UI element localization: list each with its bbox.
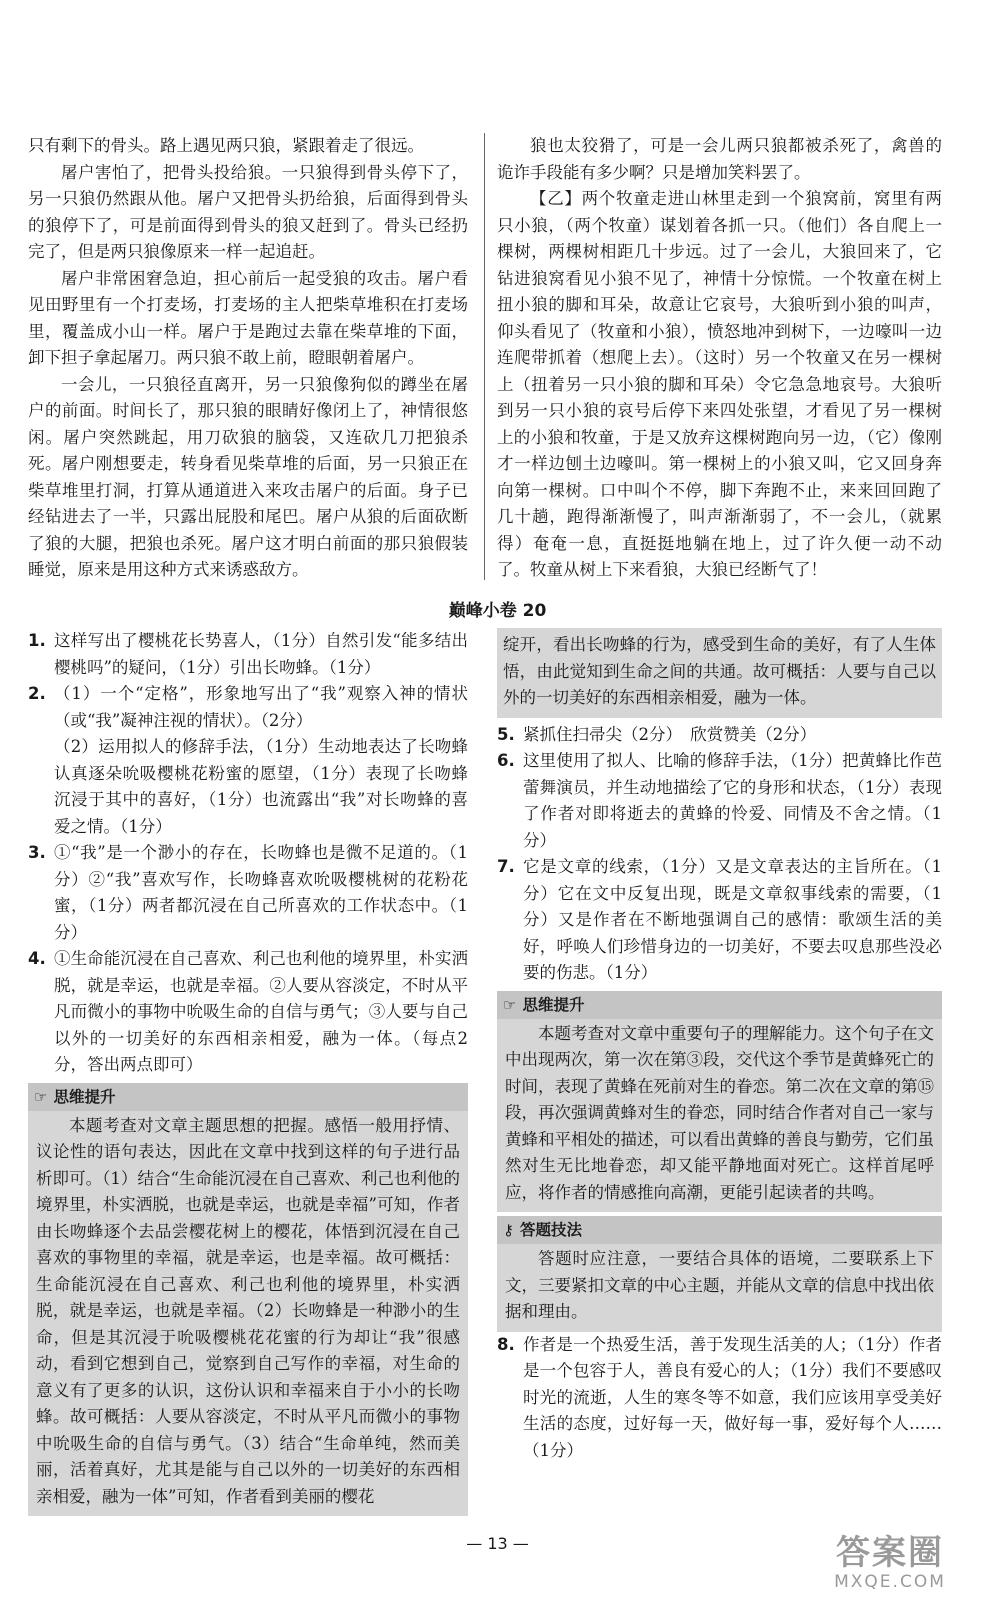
item-number: 1. [28, 631, 46, 650]
watermark-logo [815, 1534, 965, 1594]
item-number: 5. [497, 724, 515, 744]
tip-body: 答题时应注意，一要结合具体的语境，二要联系上下文，三要紧扣文章的中心主题，并能从文章的信息中找出依据和理由。 [505, 1249, 934, 1321]
paragraph: 狼也太狡猾了，可是一会儿两只狼都被杀死了，禽兽的诡诈手段能有多少啊？只是增加笑料罢了。 [497, 136, 942, 182]
key-icon: ⚷ [503, 1221, 514, 1239]
item-number: 8. [497, 1334, 515, 1354]
answer-technique-box [497, 1216, 942, 1332]
watermark-text: 答案圈 [836, 1533, 944, 1573]
thinking-tip-box [28, 1083, 468, 1517]
answer-text: （2）运用拟人的修辞手法，（1分）生动地表达了长吻蜂认真逐朵吮吸樱桃花粉蜜的愿望，（1分）表现了长吻蜂沉浸于其中的喜好，（1分）也流露出“我”对长吻蜂的喜爱之情。（1分） [54, 737, 468, 836]
answer-text: ①生命能沉浸在自己喜欢、利己也利他的境界里，朴实洒脱，就是幸运，也就是幸福。②人要从容淡定，不时从平凡而微小的事物中吮吸生命的自信与勇气；③人要与自己以外的一切美好的东西相亲相爱，融为一体。（每点2分，答出两点即可） [54, 949, 468, 1074]
item-number: 3. [28, 843, 46, 862]
bottom-left-column [28, 628, 468, 1516]
answer-text: 作者是一个热爱生活，善于发现生活美的人；（1分）作者是一个包容于人，善良有爱心的人；（1分）我们不要感叹时光的流逝，人生的寒冬等不如意，我们应该用享受美好生活的态度，过好每一天，做好每一事，爱好每个人……（1分） [523, 1334, 942, 1460]
thinking-tip-box [497, 991, 942, 1213]
answer-text: 这样写出了樱桃花长势喜人，（1分）自然引发“能多结出樱桃吗”的疑问，（1分）引出长吻蜂。（1分） [54, 631, 468, 677]
answer-item [28, 628, 468, 681]
answer-item [28, 946, 468, 1079]
tip-heading [28, 1083, 468, 1111]
answer-item [28, 681, 468, 840]
answer-item [497, 1332, 942, 1465]
tip-heading [497, 991, 942, 1019]
answer-text: 它是文章的线索，（1分）又是文章表达的主旨所在。（1分）它在文中反复出现，既是文章叙事线索的需要，（1分）又是作者在不断地强调自己的感情：歌颂生活的美好，呼唤人们珍惜身边的一切美好，不要去叹息那些没必要的伤悲。（1分） [523, 857, 942, 982]
answer-item [497, 748, 942, 854]
pointing-hand-icon: ☞ [503, 995, 517, 1014]
answer-text: 这里使用了拟人、比喻的修辞手法，（1分）把黄蜂比作芭蕾舞演员，并生动地描绘了它的身形和状态，（1分）表现了作者对即将逝去的黄蜂的怜爱、同情及不舍之情。（1分） [523, 751, 942, 850]
top-right-column [497, 133, 942, 584]
tip-body: 本题考查对文章主题思想的把握。感悟一般用抒情、议论性的语句表达，因此在文章中找到这样的句子进行品析即可。（1）结合“生命能沉浸在自己喜欢、利己也利他的境界里，朴实洒脱，也就是幸运，也就是幸福”可知，作者由长吻蜂逐个去品尝樱花树上的樱花，体悟到沉浸在自己喜欢的事物里的幸福，就是幸运，也是幸福。故可概括：生命能沉浸在自己喜欢、利己也利他的境界里，朴实洒脱，就是幸运，也就是幸福。（2）长吻蜂是一种渺小的生命，但是其沉浸于吮吸樱桃花花蜜的行为却让“我”很感动，看到它想到自己，觉察到自己写作的幸福，对生命的意义有了更多的认识，这份认识和幸福来自于小小的长吻蜂。故可概括：人要从容淡定，不时从平凡而微小的事物中吮吸生命的自信与勇气。（3）结合“生命单纯，然而美丽，活着真好，尤其是能与自己以外的一切美好的东西相亲相爱，融为一体”可知，作者看到美丽的樱花 [36, 1115, 460, 1506]
item-number: 6. [497, 751, 515, 770]
pointing-hand-icon: ☞ [34, 1087, 48, 1106]
answer-text: 紧抓住扫帚尖（2分） 欣赏赞美（2分） [523, 724, 817, 744]
item-number: 2. [28, 684, 46, 703]
answer-item [28, 840, 468, 946]
answer-item [497, 854, 942, 987]
paragraph: 一会儿，一只狼径直离开，另一只狼像狗似的蹲坐在屠户的前面。时间长了，那只狼的眼睛好像闭上了，神情很悠闲。屠户突然跳起，用刀砍狼的脑袋，又连砍几刀把狼杀死。屠户刚想要走，转身看见柴草堆的后面，另一只狼正在柴草堆里打洞，打算从通道进入来攻击屠户的后面。身子已经钻进去了一半，只露出屁股和尾巴。屠户从狼的后面砍断了狼的大腿，把狼也杀死。屠户这才明白前面的那只狼假装睡觉，原来是用这种方式来诱惑敌方。 [28, 374, 468, 579]
bottom-right-column [497, 628, 942, 1464]
section-title: 巅峰小卷 20 [448, 601, 547, 621]
tip-heading-label: 思维提升 [53, 1087, 116, 1106]
paragraph: 屠户害怕了，把骨头投给狼。一只狼得到骨头停下了，另一只狼仍然跟从他。屠户又把骨头扔给狼，后面得到骨头的狼停下了，可是前面得到骨头的狼又赶到了。骨头已经扔完了，但是两只狼像原来一样一起追赶。 [28, 162, 468, 261]
tip-heading [497, 1216, 942, 1244]
paragraph: 只有剩下的骨头。路上遇见两只狼，紧跟着走了很远。 [28, 136, 424, 155]
tip-body: 本题考查对文章中重要句子的理解能力。这个句子在文中出现两次，第一次在第③段，交代这个季节是黄蜂死亡的时间，表现了黄蜂在死前对生的眷恋。第二次在文章的第⑮段，再次强调黄蜂对生的眷恋，同时结合作者对自己一家与黄蜂和平相处的描述，可以看出黄蜂的善良与勤劳，它们虽然对生无比地眷恋，却又能平静地面对死亡。这样首尾呼应，将作者的情感推向高潮，更能引起读者的共鸣。 [505, 1023, 934, 1202]
answer-text: ①“我”是一个渺小的存在，长吻蜂也是微不足道的。（1分）②“我”喜欢写作，长吻蜂喜欢吮吸樱桃树的花粉花蜜，（1分）两者都沉浸在自己所喜欢的工作状态中。（1分） [54, 843, 468, 942]
page-number: — 13 — [466, 1534, 529, 1553]
top-left-column [28, 133, 468, 584]
paragraph: 【乙】两个牧童走进山林里走到一个狼窝前，窝里有两只小狼，（两个牧童）谋划着各抓一只。（他们）各自爬上一棵树，两棵树相距几十步远。过了一会儿，大狼回来了，它钻进狼窝看见小狼不见了，神情十分惊慌。一个牧童在树上扭小狼的脚和耳朵，故意让它哀号，大狼听到小狼的叫声，仰头看见了（牧童和小狼），愤怒地冲到树下，一边嚎叫一边连爬带抓着（想爬上去）。（这时）另一个牧童又在另一棵树上（扭着另一只小狼的脚和耳朵）令它急急地哀号。大狼听到另一只小狼的哀号后停下来四处张望，才看见了另一棵树上的小狼和牧童，于是又放弃这棵树跑向另一边，（它）像刚才一样边刨土边嚎叫。第一棵树上的小狼又叫，它又回身奔向第一棵树。口中叫个不停，脚下奔跑不止，来来回回跑了几十趟，跑得渐渐慢了，叫声渐渐弱了，不一会儿，（就累得）奄奄一息，直挺挺地躺在地上，过了许久便一动不动了。牧童从树上下来看狼，大狼已经断气了！ [497, 189, 942, 579]
paragraph: 屠户非常困窘急迫，担心前后一起受狼的攻击。屠户看见田野里有一个打麦场，打麦场的主人把柴草堆积在打麦场里，覆盖成小山一样。屠户于是跑过去靠在柴草堆的下面，卸下担子拿起屠刀。两只狼不敢上前，瞪眼朝着屠户。 [28, 268, 468, 367]
answer-item [497, 722, 942, 749]
item-number: 7. [497, 857, 515, 876]
column-divider [484, 133, 485, 580]
tip-body: 绽开，看出长吻蜂的行为，感受到生命的美好，有了人生体悟，由此觉知到生命之间的共通。故可概括：人要与自己以外的一切美好的东西相亲相爱，融为一体。 [503, 635, 936, 707]
watermark-url: MXQE.COM [834, 1572, 946, 1592]
tip-continuation [497, 628, 942, 718]
tip-heading-label: 答题技法 [520, 1221, 583, 1239]
item-number: 4. [28, 949, 46, 968]
answer-text: （1）一个“定格”，形象地写出了“我”观察入神的情状（或“我”凝神注视的情状）。（2分） [54, 684, 468, 730]
tip-heading-label: 思维提升 [522, 995, 585, 1014]
